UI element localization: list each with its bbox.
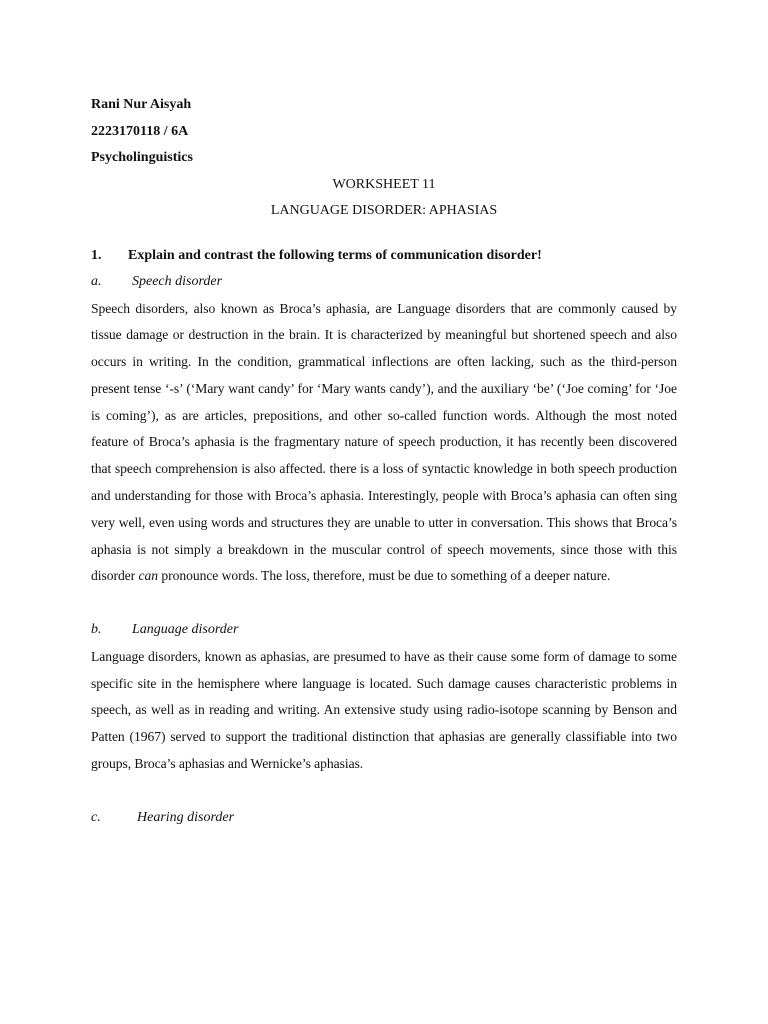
document-page bbox=[91, 92, 677, 831]
section-b-body: Language disorders, known as aphasias, are presumed to have as their cause some form of damage to some specific site in the hemisphere where language is located. Such damage causes characteristic problems in speech, as well as in reading and writing. An extensive study using radio-isotope scanning by Benson and Patten (1967) served to support the traditional distinction that aphasias are generally classifiable into two groups, Broca’s aphasias and Wernicke’s aphasias. bbox=[91, 648, 677, 771]
section-b-letter: b. bbox=[91, 622, 102, 638]
section-a-letter: a. bbox=[91, 274, 102, 289]
student-id-class: 2223170118 / 6A bbox=[91, 123, 189, 139]
worksheet-subtitle: LANGUAGE DISORDER: APHASIAS bbox=[270, 203, 498, 218]
section-a-body-after: pronounce words. The loss, therefore, must be due to something of a deeper nature. bbox=[161, 568, 611, 584]
spacer bbox=[91, 778, 677, 805]
spacer bbox=[91, 590, 677, 617]
course-name: Psycholinguistics bbox=[91, 150, 193, 165]
section-c-title: Hearing disorder bbox=[137, 809, 235, 825]
question-text: Explain and contrast the following terms of communication disorder! bbox=[128, 247, 542, 263]
section-c-letter: c. bbox=[91, 809, 101, 825]
section-a-body bbox=[91, 296, 677, 591]
section-a-heading bbox=[91, 269, 677, 296]
worksheet-title: WORKSHEET 11 bbox=[332, 176, 436, 192]
question-number: 1. bbox=[91, 247, 102, 263]
section-a-body-before: Speech disorders, also known as Broca’s aphasia, are Language disorders that are commonly caused by tissue damage or destruction in the brain. It is characterized by meaningful but shortened speech and also occurs in writing. In the condition, grammatical inflections are often lacking, such as the third-person present tense ‘-s’ (‘Mary want candy’ for ‘Mary wants candy’), and the auxiliary ‘be’ (‘Joe coming’ for ‘Joe is coming’), as are articles, prepositions, and other so-called function words. Although the most noted feature of Broca’s aphasia is the fragmentary nature of speech production, it has recently been discovered that speech comprehension is also affected. there is a loss of syntactic knowledge in both speech production and understanding for those with Broca’s aphasia. Interestingly, people with Broca’s aphasia can often sing very well, even using words and structures they are unable to utter in conversation. This shows that Broca’s aphasia is not simply a breakdown in the muscular control of speech movements, since those with this disorder bbox=[91, 300, 677, 584]
section-a-body-emphasis: can bbox=[138, 568, 158, 584]
section-c-heading bbox=[91, 805, 677, 832]
question-1 bbox=[91, 243, 677, 270]
section-a-title: Speech disorder bbox=[132, 274, 223, 289]
author-name: Rani Nur Aisyah bbox=[91, 97, 192, 112]
section-b-title: Language disorder bbox=[132, 622, 239, 638]
section-b-heading bbox=[91, 617, 677, 644]
